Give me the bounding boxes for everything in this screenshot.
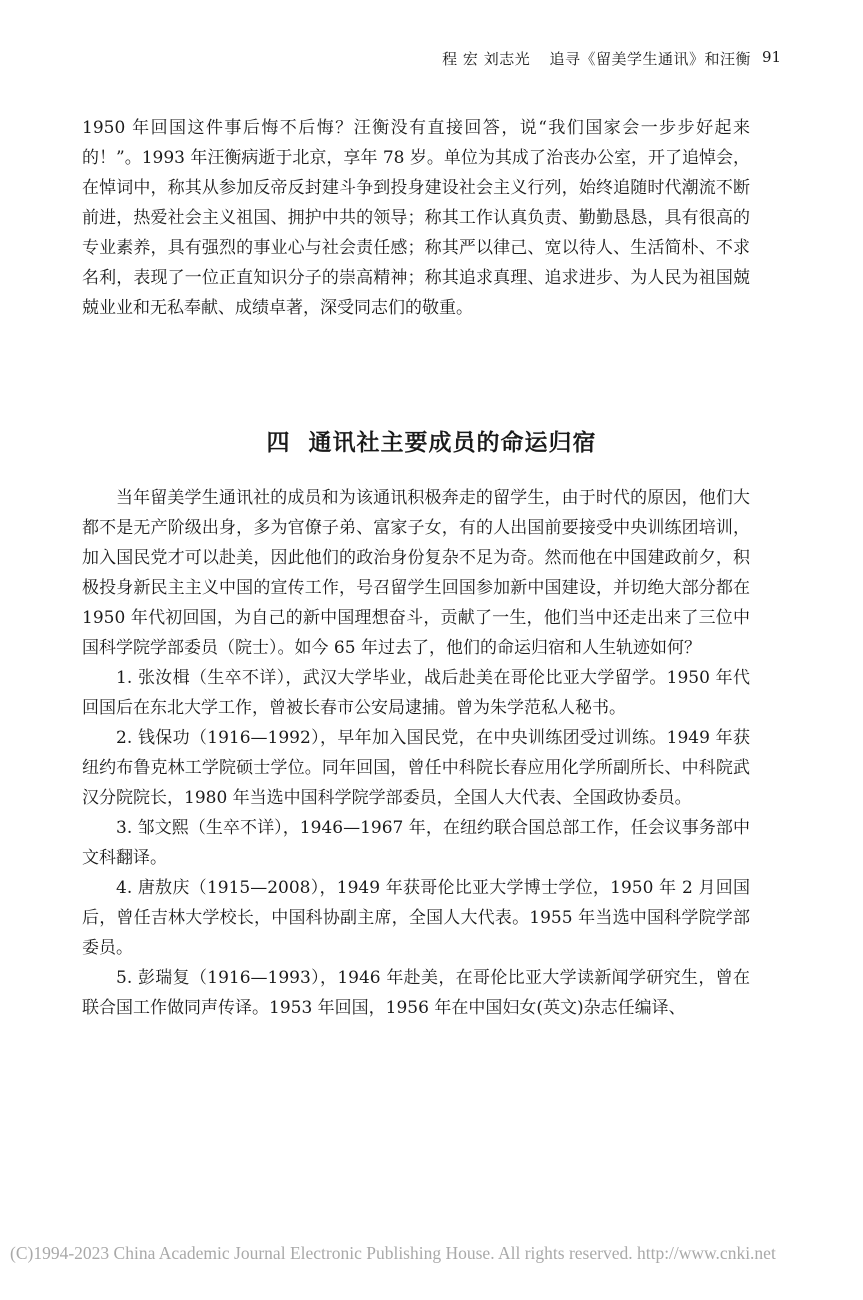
section-number: 四 — [266, 430, 291, 456]
paragraph: 1950 年回国这件事后悔不后悔？汪衡没有直接回答，说“我们国家会一步步好起来的！”。1993 年汪衡病逝于北京，享年 78 岁。单位为其成了治丧办公室，开了追悼会，在悼词中，称其从参加反帝反封建斗争到投身建设社会主义行列，始终追随时代潮流不断前进，热爱社会主义祖国、拥护中共的领导；称其工作认真负责、勤勤恳恳，具有很高的专业素养，具有强烈的事业心与社会责任感；称其严以律己、宽以待人、生活简朴、不求名利，表现了一位正直知识分子的崇高精神；称其追求真理、追求进步、为人民为祖国兢兢业业和无私奉献、成绩卓著，深受同志们的敬重。 — [82, 118, 750, 318]
list-item: 5. 彭瑞复（1916—1993），1946 年赴美，在哥伦比亚大学读新闻学研究生，曾在联合国工作做同声传译。1953 年回国，1956 年在中国妇女(英文)杂志任编译、 — [82, 968, 750, 1018]
running-head-article-title: 追寻《留美学生通讯》和汪衡 — [549, 50, 751, 68]
continuation-text — [82, 113, 750, 323]
paragraph: 当年留美学生通讯社的成员和为该通讯积极奔走的留学生，由于时代的原因，他们大都不是无产阶级出身，多为官僚子弟、富家子女，有的人出国前要接受中央训练团培训，加入国民党才可以赴美，因此他们的政治身份复杂不足为奇。然而他在中国建政前夕，积极投身新民主主义中国的宣传工作，号召留学生回国参加新中国建设，并切绝大部分都在 1950 年代初回国，为自己的新中国理想奋斗，贡献了一生，他们当中还走出来了三位中国科学院学部委员（院士）。如今 65 年过去了，他们的命运归宿和人生轨迹如何？ — [82, 488, 750, 658]
page-number: 91 — [762, 48, 782, 66]
running-head-authors: 程 宏 刘志光 — [442, 50, 531, 68]
section-body — [82, 483, 750, 1023]
list-item: 3. 邹文熙（生卒不详），1946—1967 年，在纽约联合国总部工作，任会议事务部中文科翻译。 — [82, 818, 750, 868]
list-item: 4. 唐敖庆（1915—2008），1949 年获哥伦比亚大学博士学位，1950 年 2 月回国后，曾任吉林大学校长，中国科协副主席，全国人大代表。1955 年当选中国科学院学部委员。 — [82, 878, 750, 958]
running-head — [442, 48, 751, 69]
copyright-footer: (C)1994-2023 China Academic Journal Electronic Publishing House. All rights reserved. http://www.cnki.net — [10, 1243, 776, 1263]
list-item: 1. 张汝楫（生卒不详），武汉大学毕业，战后赴美在哥伦比亚大学留学。1950 年代回国后在东北大学工作，曾被长春市公安局逮捕。曾为朱学范私人秘书。 — [82, 668, 750, 718]
section-title: 通讯社主要成员的命运归宿 — [308, 430, 597, 456]
section-heading — [0, 424, 863, 457]
list-item: 2. 钱保功（1916—1992），早年加入国民党，在中央训练团受过训练。1949 年获纽约布鲁克林工学院硕士学位。同年回国，曾任中科院长春应用化学所副所长、中科院武汉分院院长，1980 年当选中国科学院学部委员，全国人大代表、全国政协委员。 — [82, 728, 750, 808]
